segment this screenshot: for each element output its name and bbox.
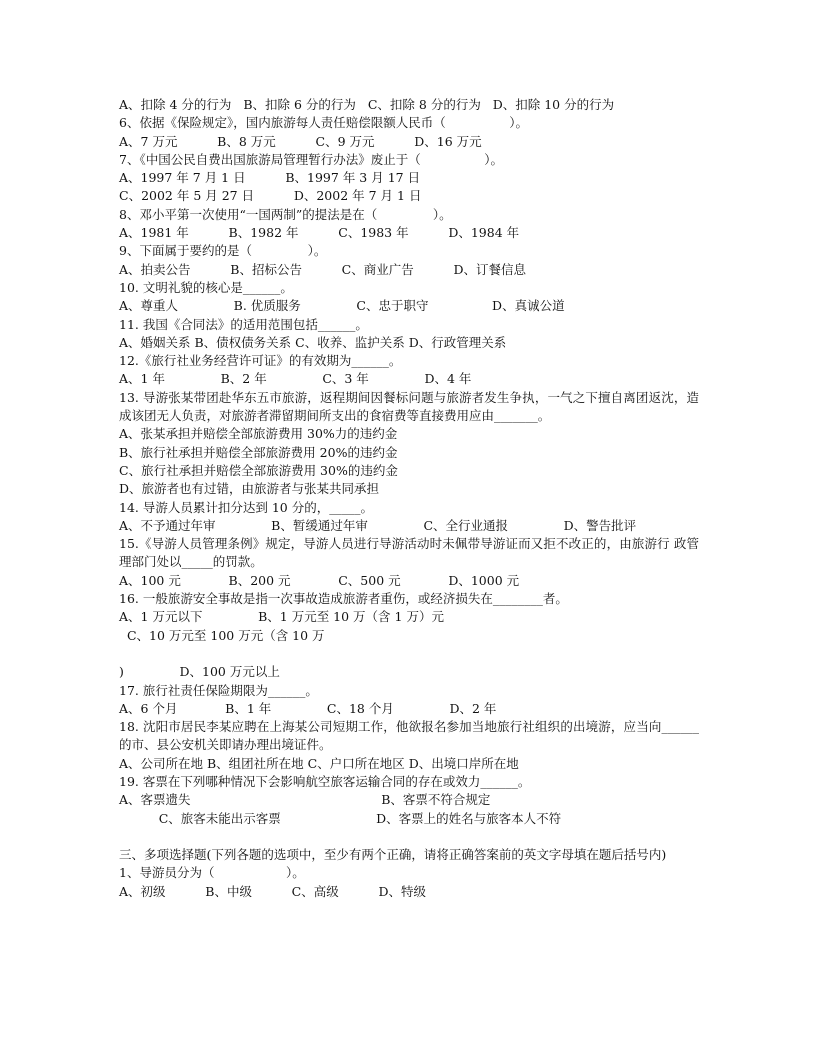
q7-options-ab: A、1997 年 7 月 1 日 B、1997 年 3 月 17 日 bbox=[119, 170, 421, 186]
q16-options-ab: A、1 万元以下 B、1 万元至 10 万（含 1 万）元 bbox=[119, 609, 444, 625]
q13-option-c: C、旅行社承担并赔偿全部旅游费用 30%的违约金 bbox=[119, 462, 398, 478]
q9-options: A、拍卖公告 B、招标公告 C、商业广告 D、订餐信息 bbox=[119, 261, 527, 277]
q18-question: 18. 沈阳市居民李某应聘在上海某公司短期工作，他欲报名参加当地旅行社组织的出境游，应当向______的市、县公安机关即请办理出境证件。 bbox=[119, 719, 699, 753]
q18-options: A、公司所在地 B、组团社所在地 C、户口所在地区 D、出境口岸所在地 bbox=[119, 755, 519, 771]
q19-options-ab: A、客票遗失 B、客票不符合规定 bbox=[119, 792, 491, 808]
q10-options: A、尊重人 B. 优质服务 C、忠于职守 D、真诚公道 bbox=[119, 298, 565, 314]
q12-question: 12.《旅行社业务经营许可证》的有效期为______。 bbox=[119, 353, 402, 369]
q13-option-a: A、张某承担并赔偿全部旅游费用 30%力的违约金 bbox=[119, 426, 398, 442]
q16-question: 16. 一般旅游安全事故是指一次事故造成旅游者重伤，或经济损失在________者。 bbox=[119, 591, 568, 607]
q8-options: A、1981 年 B、1982 年 C、1983 年 D、1984 年 bbox=[119, 225, 520, 241]
q7-question: 7、《中国公民自费出国旅游局管理暂行办法》废止于（ ）。 bbox=[119, 151, 504, 167]
q5-options: A、扣除 4 分的行为 B、扣除 6 分的行为 C、扣除 8 分的行为 D、扣除 10 分的行为 bbox=[119, 97, 615, 112]
q16-option-c-end-d: ) D、100 万元以上 bbox=[119, 664, 280, 680]
mc1-question: 1、导游员分为（ ）。 bbox=[119, 865, 305, 881]
q6-options: A、7 万元 B、8 万元 C、9 万元 D、16 万元 bbox=[119, 133, 482, 149]
question-list bbox=[119, 96, 699, 901]
q14-question: 14. 导游人员累计扣分达到 10 分的，_____。 bbox=[119, 499, 373, 515]
blank-line bbox=[119, 828, 699, 846]
q9-question: 9、下面属于要约的是（ ）。 bbox=[119, 243, 327, 259]
q11-options: A、婚姻关系 B、债权债务关系 C、收养、监护关系 D、行政管理关系 bbox=[119, 334, 507, 350]
q7-options-cd: C、2002 年 5 月 27 日 D、2002 年 7 月 1 日 bbox=[119, 188, 422, 204]
q16-option-c: C、10 万元至 100 万元（含 10 万 bbox=[119, 627, 325, 643]
q8-question: 8、邓小平第一次使用“一国两制”的提法是在（ ）。 bbox=[119, 206, 452, 222]
q13-question: 13. 导游张某带团赴华东五市旅游，返程期间因餐标问题与旅游者发生争执，一气之下擅自离团返沈，造成该团无人负责，对旅游者滞留期间所支出的食宿费等直接费用应由_______。 bbox=[119, 389, 699, 424]
q6-question: 6、依据《保险规定》，国内旅游每人责任赔偿限额人民币（ ）。 bbox=[119, 115, 529, 131]
q12-options: A、1 年 B、2 年 C、3 年 D、4 年 bbox=[119, 371, 472, 387]
q19-options-cd: C、旅客未能出示客票 D、客票上的姓名与旅客本人不符 bbox=[119, 810, 562, 826]
q15-question: 15.《导游人员管理条例》规定，导游人员进行导游活动时未佩带导游证而又拒不改正的，由旅游行 政管理部门处以_____的罚款。 bbox=[119, 536, 699, 570]
q11-question: 11. 我国《合同法》的适用范围包括______。 bbox=[119, 316, 368, 332]
q17-options: A、6 个月 B、1 年 C、18 个月 D、2 年 bbox=[119, 700, 497, 716]
q15-options: A、100 元 B、200 元 C、500 元 D、1000 元 bbox=[119, 572, 520, 588]
q17-question: 17. 旅行社责任保险期限为______。 bbox=[119, 682, 318, 698]
section-3-heading: 三、多项选择题(下列各题的选项中，至少有两个正确，请将正确答案前的英文字母填在题后括号内) bbox=[119, 847, 667, 863]
q19-question: 19. 客票在下列哪种情况下会影响航空旅客运输合同的存在或效力______。 bbox=[119, 773, 531, 789]
q10-question: 10. 文明礼貌的核心是______。 bbox=[119, 279, 293, 295]
q13-option-b: B、旅行社承担并赔偿全部旅游费用 20%的违约金 bbox=[119, 444, 398, 460]
blank-line bbox=[119, 645, 699, 663]
mc1-options: A、初级 B、中级 C、高级 D、特级 bbox=[119, 883, 427, 899]
q13-option-d: D、旅游者也有过错，由旅游者与张某共同承担 bbox=[119, 481, 380, 497]
q14-options: A、不予通过年审 B、暂缓通过年审 C、全行业通报 D、警告批评 bbox=[119, 517, 637, 533]
